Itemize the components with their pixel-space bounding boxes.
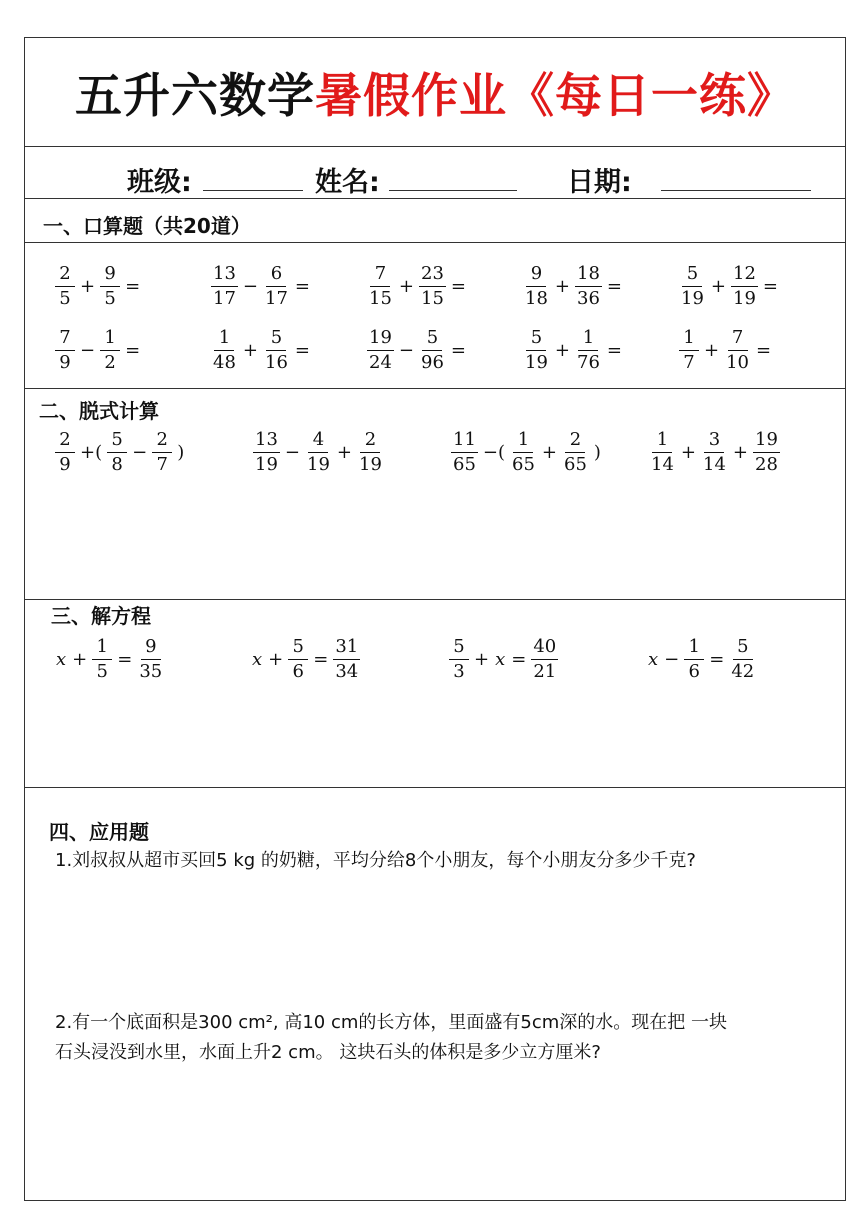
numerator: 5 [422,329,442,351]
date-label: 日期: [567,167,632,198]
stepwise-problem [251,420,386,484]
fraction [211,262,238,309]
fraction [562,428,589,475]
numerator: 1 [652,431,672,453]
operator: = [313,648,329,670]
denominator: 48 [213,351,236,373]
numerator: 6 [266,265,286,287]
operator: − [664,648,680,670]
denominator: 6 [688,660,700,682]
oral-problem [365,318,469,382]
denominator: 21 [533,660,557,682]
fraction [684,635,704,682]
oral-problem [209,318,313,382]
numerator: 1 [513,431,533,453]
stepwise-problem [53,420,187,484]
denominator: 2 [104,351,116,373]
numerator: 2 [152,431,172,453]
fraction [575,326,602,373]
denominator: 9 [59,453,71,475]
fraction [523,326,550,373]
denominator: 14 [651,453,674,475]
operator: = [450,339,466,361]
denominator: 96 [421,351,444,373]
worksheet [24,37,846,1201]
section-heading-stepwise: 二、脱式计算 [39,399,159,423]
oral-problem [521,318,625,382]
operator: = [450,275,466,297]
operator: − [242,275,258,297]
fraction [649,428,676,475]
numerator: 2 [360,431,380,453]
denominator: 35 [139,660,163,682]
fraction [305,428,332,475]
oral-problem [677,318,774,382]
operator: = [709,648,725,670]
oral-problem [521,254,625,318]
divider [25,787,845,788]
denominator: 6 [292,660,304,682]
title-part1: 五升六数学 [75,68,315,124]
numerator: 12 [731,265,758,287]
fraction [419,326,446,373]
numerator: 5 [733,638,753,660]
operator: + [336,441,352,463]
fraction [55,326,75,373]
numerator: 9 [526,265,546,287]
fraction [55,428,75,475]
operator: + [704,339,720,361]
numerator: 13 [211,265,238,287]
denominator: 5 [59,287,71,309]
oral-problem [677,254,781,318]
fraction [701,428,728,475]
equation-problem [447,627,560,691]
numerator: 1 [92,638,112,660]
variable: x [495,648,506,670]
denominator: 8 [111,453,123,475]
operator: = [125,339,141,361]
fraction [523,262,550,309]
word-problem-2-line2: 石头浸没到水里，水面上升2 cm。 这块石头的体积是多少立方厘米? [55,1042,601,1063]
numerator: 1 [100,329,120,351]
denominator: 34 [335,660,359,682]
operator: + [554,275,570,297]
operator: ) [177,441,185,463]
denominator: 14 [703,453,726,475]
denominator: 15 [421,287,444,309]
numerator: 1 [679,329,699,351]
numerator: 5 [682,265,702,287]
name-field[interactable] [389,190,517,191]
denominator: 3 [453,660,465,682]
denominator: 19 [733,287,756,309]
numerator: 1 [578,329,598,351]
operator: + [474,648,490,670]
numerator: 7 [728,329,748,351]
equation-problem [249,627,362,691]
numerator: 5 [266,329,286,351]
title-part2: 暑假作业《每日一练》 [315,68,795,124]
denominator: 76 [577,351,600,373]
numerator: 13 [253,431,280,453]
denominator: 65 [512,453,535,475]
fraction [731,262,758,309]
numerator: 3 [704,431,724,453]
numerator: 40 [531,638,558,660]
operator: + [80,275,96,297]
fraction [510,428,537,475]
numerator: 18 [575,265,602,287]
numerator: 4 [308,431,328,453]
fraction [367,326,394,373]
denominator: 5 [104,287,116,309]
fraction [449,635,469,682]
section-heading-oral: 一、口算题（共20道） [43,214,251,238]
operator: = [762,275,778,297]
operator: + [710,275,726,297]
denominator: 15 [369,287,392,309]
fraction [137,635,164,682]
denominator: 9 [59,351,71,373]
numerator: 19 [753,431,780,453]
denominator: 17 [213,287,236,309]
denominator: 7 [156,453,168,475]
word-problem-2-line1: 2.有一个底面积是300 cm², 高10 cm的长方体，里面盛有5cm深的水。现在把 一块 [55,1012,728,1033]
fraction [92,635,112,682]
oral-problem [365,254,469,318]
numerator: 2 [565,431,585,453]
fraction [55,262,75,309]
variable: x [252,648,263,670]
fraction [107,428,127,475]
fraction [419,262,446,309]
numerator: 2 [55,265,75,287]
operator: + [72,648,88,670]
fraction [100,326,120,373]
numerator: 5 [449,638,469,660]
section-heading-word-problems: 四、应用题 [49,820,149,844]
fraction [333,635,360,682]
numerator: 7 [370,265,390,287]
divider [25,242,845,243]
class-label: 班级: [127,167,192,198]
fraction [152,428,172,475]
date-field[interactable] [661,190,811,191]
denominator: 7 [683,351,695,373]
operator: = [606,275,622,297]
equation-problem [645,627,758,691]
operator: − [132,441,148,463]
equation-problem [53,627,166,691]
divider [25,388,845,389]
denominator: 10 [726,351,749,373]
operator: = [117,648,133,670]
word-problem-1: 1.刘叔叔从超市买回5 kg 的奶糖，平均分给8个小朋友，每个小朋友分多少千克? [55,850,696,871]
numerator: 2 [55,431,75,453]
operator: − [398,339,414,361]
operator: + [268,648,284,670]
operator: −( [482,441,506,463]
denominator: 19 [525,351,548,373]
denominator: 16 [265,351,288,373]
denominator: 28 [755,453,778,475]
denominator: 5 [96,660,108,682]
numerator: 7 [55,329,75,351]
denominator: 65 [564,453,587,475]
fraction [753,428,780,475]
oral-problem [53,254,143,318]
fraction [729,635,756,682]
denominator: 24 [369,351,392,373]
operator: = [294,339,310,361]
operator: = [756,339,772,361]
variable: x [56,648,67,670]
operator: = [606,339,622,361]
divider [25,198,845,199]
name-label: 姓名: [315,167,380,198]
fraction [451,428,478,475]
numerator: 1 [684,638,704,660]
operator: + [680,441,696,463]
operator: +( [80,441,103,463]
operator: − [80,339,96,361]
variable: x [648,648,659,670]
numerator: 9 [100,265,120,287]
operator: + [398,275,414,297]
class-field[interactable] [203,190,303,191]
section-heading-equations: 三、解方程 [51,604,151,628]
fraction [253,428,280,475]
divider [25,146,845,147]
numerator: 5 [288,638,308,660]
numerator: 9 [141,638,161,660]
operator: + [732,441,748,463]
denominator: 65 [453,453,476,475]
denominator: 19 [359,453,382,475]
numerator: 31 [333,638,360,660]
fraction [263,262,290,309]
fraction [211,326,238,373]
fraction [263,326,290,373]
denominator: 42 [731,660,755,682]
fraction [100,262,120,309]
fraction [288,635,308,682]
student-info-row [25,150,845,200]
fraction [575,262,602,309]
operator: + [554,339,570,361]
fraction [679,262,706,309]
denominator: 19 [681,287,704,309]
numerator: 11 [451,431,478,453]
fraction [724,326,751,373]
oral-problem [209,254,313,318]
numerator: 5 [107,431,127,453]
oral-problem [53,318,143,382]
denominator: 18 [525,287,548,309]
stepwise-problem [647,420,782,484]
fraction [531,635,558,682]
numerator: 19 [367,329,394,351]
numerator: 5 [526,329,546,351]
denominator: 36 [577,287,600,309]
stepwise-problem [449,420,604,484]
operator: + [541,441,558,463]
denominator: 19 [307,453,330,475]
operator: = [125,275,141,297]
denominator: 17 [265,287,288,309]
denominator: 19 [255,453,278,475]
operator: ) [593,441,601,463]
page-title [25,38,845,146]
operator: + [242,339,258,361]
fraction [679,326,699,373]
numerator: 1 [214,329,234,351]
operator: − [284,441,300,463]
operator: = [294,275,310,297]
fraction [357,428,384,475]
operator: = [511,648,527,670]
fraction [367,262,394,309]
numerator: 23 [419,265,446,287]
